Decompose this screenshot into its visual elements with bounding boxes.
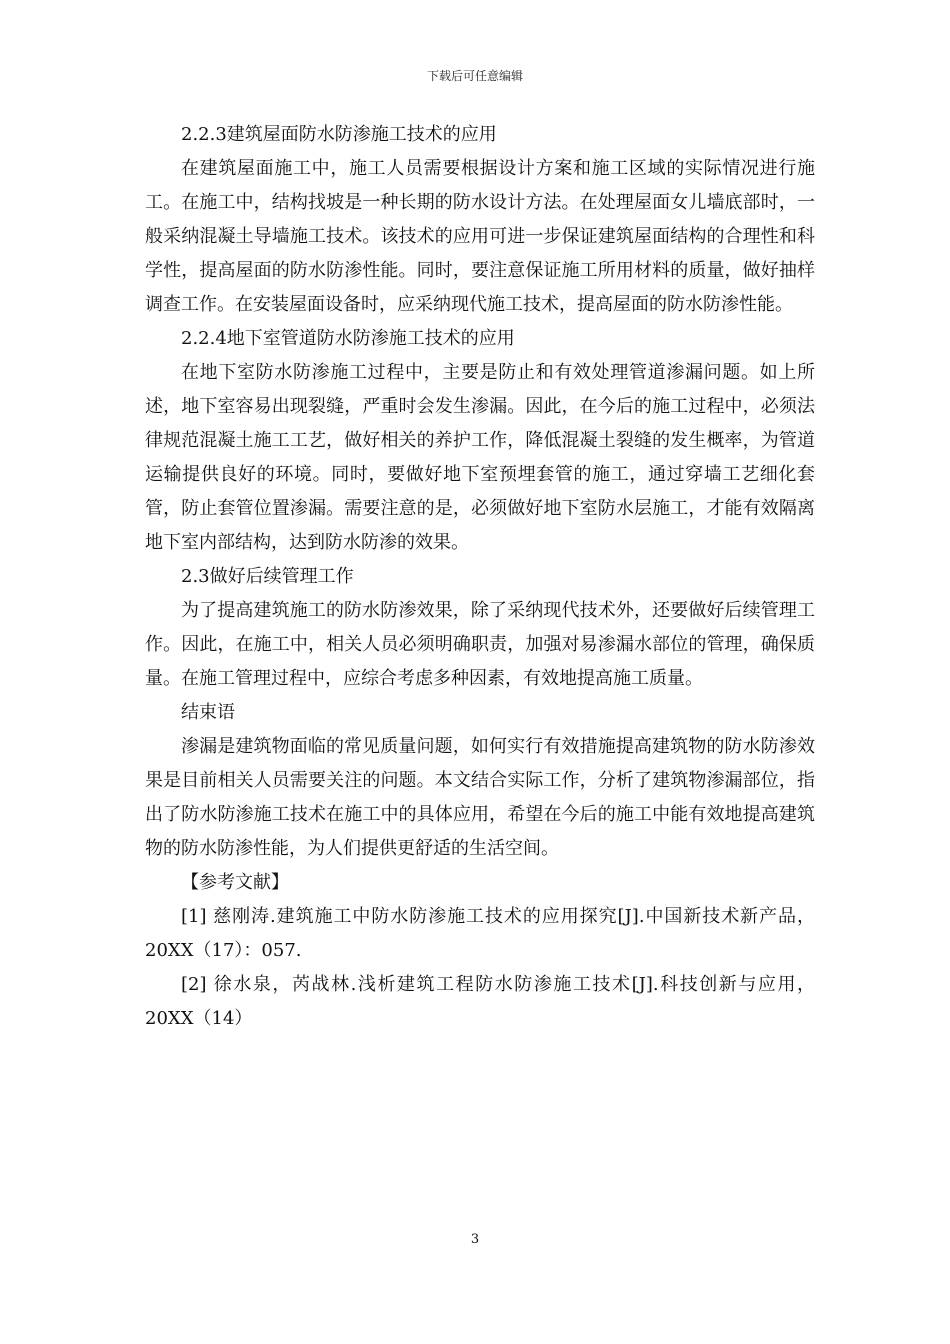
conclusion-heading: 结束语 (181, 702, 235, 723)
paragraph-conclusion: 渗漏是建筑物面临的常见质量问题，如何实行有效措施提高建筑物的防水防渗效果是目前相关人员需要关注的问题。本文结合实际工作，分析了建筑物渗漏部位，指出了防水防渗施工技术在施工中的具体应用，希望在今后的施工中能有效地提高建筑物的防水防渗性能，为人们提供更舒适的生活空间。 (145, 736, 815, 859)
page-number: 3 (470, 1232, 480, 1247)
paragraph-roof: 在建筑屋面施工中，施工人员需要根据设计方案和施工区域的实际情况进行施工。在施工中，结构找坡是一种长期的防水设计方法。在处理屋面女儿墙底部时，一般采纳混凝土导墙施工技术。该技术的应用可进一步保证建筑屋面结构的合理性和科学性，提高屋面的防水防渗性能。同时，要注意保证施工所用材料的质量，做好抽样调查工作。在安装屋面设备时，应采纳现代施工技术，提高屋面的防水防渗性能。 (145, 158, 815, 315)
reference-item-2: [2] 徐水泉，芮战林.浅析建筑工程防水防渗施工技术[J].科技创新与应用，20XX（14） (145, 974, 815, 1029)
section-heading-2-2-4: 2.2.4地下室管道防水防渗施工技术的应用 (181, 328, 515, 349)
section-heading-2-2-3: 2.2.3建筑屋面防水防渗施工技术的应用 (181, 124, 497, 145)
section-heading-2-3: 2.3做好后续管理工作 (181, 566, 354, 587)
references-heading: 【参考文献】 (181, 872, 289, 893)
paragraph-management: 为了提高建筑施工的防水防渗效果，除了采纳现代技术外，还要做好后续管理工作。因此，在施工中，相关人员必须明确职责，加强对易渗漏水部位的管理，确保质量。在施工管理过程中，应综合考虑多种因素，有效地提高施工质量。 (145, 600, 815, 689)
body-content (145, 118, 815, 1036)
paragraph-basement: 在地下室防水防渗施工过程中，主要是防止和有效处理管道渗漏问题。如上所述，地下室容易出现裂缝，严重时会发生渗漏。因此，在今后的施工过程中，必须法律规范混凝土施工工艺，做好相关的养护工作，降低混凝土裂缝的发生概率，为管道运输提供良好的环境。同时，要做好地下室预埋套管的施工，通过穿墙工艺细化套管，防止套管位置渗漏。需要注意的是，必须做好地下室防水层施工，才能有效隔离地下室内部结构，达到防水防渗的效果。 (145, 362, 815, 553)
reference-item-1: [1] 慈刚涛.建筑施工中防水防渗施工技术的应用探究[J].中国新技术新产品，20XX（17）：057. (145, 906, 815, 961)
header-note: 下载后可任意编辑 (426, 69, 523, 83)
